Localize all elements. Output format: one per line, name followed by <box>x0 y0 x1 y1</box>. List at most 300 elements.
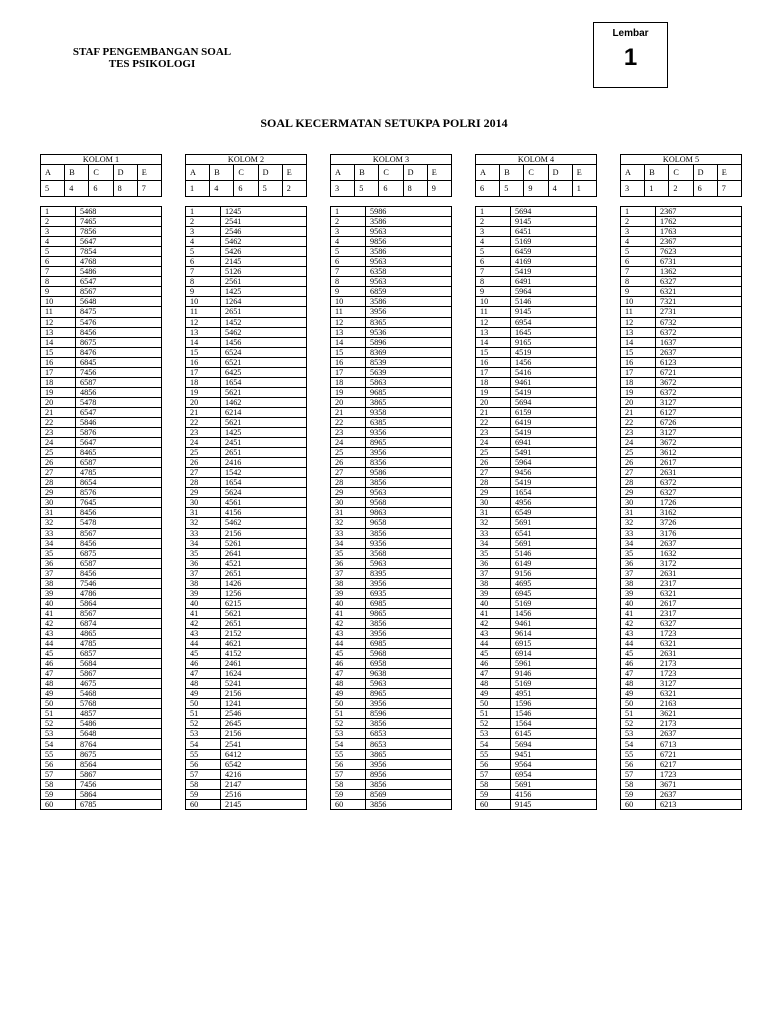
item-value: 6372 <box>656 387 742 397</box>
table-row <box>41 478 162 488</box>
item-value: 8569 <box>366 789 452 799</box>
item-number: 56 <box>476 759 511 769</box>
item-number: 48 <box>476 679 511 689</box>
item-number: 59 <box>41 789 76 799</box>
item-number: 12 <box>621 317 656 327</box>
item-value: 2173 <box>656 659 742 669</box>
item-number: 6 <box>476 257 511 267</box>
key-value: 1 <box>645 181 669 197</box>
table-row <box>186 608 307 618</box>
item-value: 8356 <box>366 458 452 468</box>
item-value: 3865 <box>366 397 452 407</box>
item-number: 35 <box>476 548 511 558</box>
item-number: 25 <box>186 448 221 458</box>
kolom-items-table <box>330 206 452 810</box>
item-number: 20 <box>621 397 656 407</box>
item-number: 37 <box>186 568 221 578</box>
table-row <box>331 217 452 227</box>
item-value: 9586 <box>366 468 452 478</box>
item-value: 5768 <box>76 699 162 709</box>
item-value: 3856 <box>366 478 452 488</box>
item-value: 9145 <box>511 799 597 809</box>
item-value: 4768 <box>76 257 162 267</box>
item-number: 15 <box>186 347 221 357</box>
table-row <box>331 689 452 699</box>
table-row <box>331 438 452 448</box>
item-number: 25 <box>41 448 76 458</box>
item-number: 19 <box>331 387 366 397</box>
item-value: 1462 <box>221 397 307 407</box>
item-value: 1456 <box>221 337 307 347</box>
item-number: 50 <box>186 699 221 709</box>
item-number: 45 <box>186 649 221 659</box>
table-row <box>476 287 597 297</box>
table-row <box>186 327 307 337</box>
item-number: 50 <box>476 699 511 709</box>
item-value: 9456 <box>511 468 597 478</box>
table-row <box>621 227 742 237</box>
item-value: 2645 <box>221 719 307 729</box>
item-number: 33 <box>331 528 366 538</box>
table-row <box>41 237 162 247</box>
item-number: 48 <box>621 679 656 689</box>
item-number: 17 <box>41 367 76 377</box>
item-number: 29 <box>186 488 221 498</box>
table-row <box>186 428 307 438</box>
item-value: 7456 <box>76 367 162 377</box>
item-value: 1241 <box>221 699 307 709</box>
item-number: 15 <box>476 347 511 357</box>
item-number: 4 <box>186 237 221 247</box>
item-value: 6127 <box>656 407 742 417</box>
item-number: 39 <box>41 588 76 598</box>
item-number: 19 <box>41 387 76 397</box>
item-value: 6845 <box>76 357 162 367</box>
item-number: 20 <box>41 397 76 407</box>
item-number: 13 <box>186 327 221 337</box>
table-row <box>476 568 597 578</box>
item-value: 9156 <box>511 568 597 578</box>
item-value: 5146 <box>511 297 597 307</box>
item-value: 6541 <box>511 528 597 538</box>
item-number: 60 <box>331 799 366 809</box>
table-row <box>621 588 742 598</box>
item-value: 9863 <box>366 508 452 518</box>
table-row <box>621 608 742 618</box>
item-value: 7623 <box>656 247 742 257</box>
item-value: 7456 <box>76 779 162 789</box>
table-row <box>621 729 742 739</box>
item-value: 5486 <box>76 267 162 277</box>
kolom-items-table <box>475 206 597 810</box>
key-value: 4 <box>548 181 572 197</box>
item-number: 36 <box>41 558 76 568</box>
table-row <box>621 779 742 789</box>
kolom-items-table <box>40 206 162 810</box>
item-number: 1 <box>621 207 656 217</box>
table-row <box>621 488 742 498</box>
table-row <box>41 297 162 307</box>
item-number: 3 <box>186 227 221 237</box>
item-value: 7856 <box>76 227 162 237</box>
table-row <box>331 709 452 719</box>
item-value: 3127 <box>656 679 742 689</box>
table-row <box>41 488 162 498</box>
item-value: 4169 <box>511 257 597 267</box>
table-row <box>41 438 162 448</box>
item-value: 6327 <box>656 277 742 287</box>
item-value: 2317 <box>656 578 742 588</box>
table-row <box>331 247 452 257</box>
key-value: 9 <box>524 181 548 197</box>
key-letter: A <box>331 165 355 181</box>
item-value: 4156 <box>221 508 307 518</box>
item-value: 8456 <box>76 508 162 518</box>
table-row <box>621 689 742 699</box>
table-row <box>41 789 162 799</box>
item-value: 1763 <box>656 227 742 237</box>
table-row <box>621 257 742 267</box>
item-number: 41 <box>186 608 221 618</box>
sheet-number: 1 <box>623 44 638 71</box>
item-value: 3956 <box>366 759 452 769</box>
item-value: 5624 <box>221 488 307 498</box>
table-row <box>621 618 742 628</box>
table-row <box>41 287 162 297</box>
table-row <box>331 237 452 247</box>
item-number: 47 <box>476 669 511 679</box>
table-row <box>621 538 742 548</box>
item-number: 16 <box>186 357 221 367</box>
table-row <box>331 508 452 518</box>
item-value: 2317 <box>656 608 742 618</box>
table-row <box>186 759 307 769</box>
item-number: 27 <box>41 468 76 478</box>
key-letter: E <box>717 165 741 181</box>
item-value: 1637 <box>656 337 742 347</box>
item-number: 7 <box>621 267 656 277</box>
item-number: 24 <box>331 438 366 448</box>
table-row <box>186 568 307 578</box>
item-value: 6732 <box>656 317 742 327</box>
item-number: 37 <box>41 568 76 578</box>
item-value: 5468 <box>76 689 162 699</box>
item-number: 34 <box>186 538 221 548</box>
item-number: 25 <box>476 448 511 458</box>
table-row <box>621 448 742 458</box>
table-row <box>331 578 452 588</box>
table-row <box>621 709 742 719</box>
item-number: 49 <box>476 689 511 699</box>
table-row <box>41 207 162 217</box>
kolom-key-table <box>475 154 597 197</box>
item-value: 5621 <box>221 608 307 618</box>
item-value: 5691 <box>511 518 597 528</box>
item-number: 28 <box>41 478 76 488</box>
item-value: 2637 <box>656 538 742 548</box>
item-value: 5126 <box>221 267 307 277</box>
item-number: 54 <box>621 739 656 749</box>
item-value: 1632 <box>656 548 742 558</box>
item-number: 22 <box>476 417 511 427</box>
item-number: 8 <box>41 277 76 287</box>
item-value: 9638 <box>366 669 452 679</box>
item-value: 6985 <box>366 639 452 649</box>
item-value: 5867 <box>76 769 162 779</box>
item-number: 21 <box>331 407 366 417</box>
table-row <box>41 347 162 357</box>
item-number: 43 <box>621 628 656 638</box>
item-number: 30 <box>621 498 656 508</box>
table-row <box>186 458 307 468</box>
key-value: 5 <box>500 181 524 197</box>
item-number: 9 <box>621 287 656 297</box>
item-number: 7 <box>331 267 366 277</box>
key-letter: D <box>258 165 282 181</box>
key-value: 1 <box>572 181 596 197</box>
table-row <box>41 367 162 377</box>
item-number: 55 <box>476 749 511 759</box>
kolom-title: KOLOM 1 <box>41 155 162 165</box>
item-value: 3672 <box>656 377 742 387</box>
item-value: 5169 <box>511 598 597 608</box>
item-number: 56 <box>41 759 76 769</box>
table-row <box>621 207 742 217</box>
key-value: 5 <box>258 181 282 197</box>
item-number: 59 <box>186 789 221 799</box>
item-number: 8 <box>476 277 511 287</box>
item-value: 5964 <box>511 458 597 468</box>
table-row <box>41 267 162 277</box>
table-row <box>41 799 162 809</box>
table-row <box>476 488 597 498</box>
table-row <box>41 679 162 689</box>
item-value: 5694 <box>511 207 597 217</box>
item-value: 5261 <box>221 538 307 548</box>
table-row <box>331 588 452 598</box>
item-value: 5694 <box>511 739 597 749</box>
table-row <box>186 578 307 588</box>
item-number: 10 <box>186 297 221 307</box>
table-row <box>621 719 742 729</box>
item-number: 24 <box>186 438 221 448</box>
item-number: 23 <box>186 428 221 438</box>
item-number: 59 <box>331 789 366 799</box>
table-row <box>331 679 452 689</box>
item-number: 29 <box>41 488 76 498</box>
item-number: 5 <box>186 247 221 257</box>
item-number: 9 <box>331 287 366 297</box>
item-value: 7645 <box>76 498 162 508</box>
table-row <box>476 719 597 729</box>
table-row <box>621 568 742 578</box>
key-value: 6 <box>234 181 258 197</box>
kolom-3 <box>330 154 452 810</box>
item-number: 26 <box>186 458 221 468</box>
item-value: 5647 <box>76 237 162 247</box>
table-row <box>621 759 742 769</box>
table-row <box>476 407 597 417</box>
item-number: 40 <box>331 598 366 608</box>
table-row <box>621 438 742 448</box>
table-row <box>186 779 307 789</box>
table-row <box>186 689 307 699</box>
item-number: 25 <box>621 448 656 458</box>
table-row <box>186 488 307 498</box>
table-row <box>331 478 452 488</box>
table-row <box>41 558 162 568</box>
item-value: 2541 <box>221 739 307 749</box>
item-value: 5864 <box>76 789 162 799</box>
key-value: 6 <box>693 181 717 197</box>
document-title: SOAL KECERMATAN SETUKPA POLRI 2014 <box>260 116 508 130</box>
item-number: 41 <box>41 608 76 618</box>
table-row <box>476 277 597 287</box>
item-number: 32 <box>621 518 656 528</box>
item-value: 3956 <box>366 628 452 638</box>
table-row <box>476 749 597 759</box>
item-number: 17 <box>621 367 656 377</box>
table-row <box>41 518 162 528</box>
table-row <box>476 267 597 277</box>
item-number: 45 <box>331 649 366 659</box>
table-row <box>476 207 597 217</box>
table-row <box>186 709 307 719</box>
item-value: 1596 <box>511 699 597 709</box>
item-value: 3586 <box>366 217 452 227</box>
table-row <box>476 428 597 438</box>
item-number: 57 <box>41 769 76 779</box>
item-number: 18 <box>621 377 656 387</box>
item-value: 4521 <box>221 558 307 568</box>
item-number: 26 <box>621 458 656 468</box>
item-value: 6217 <box>656 759 742 769</box>
item-value: 6914 <box>511 649 597 659</box>
item-number: 38 <box>186 578 221 588</box>
table-row <box>621 628 742 638</box>
item-number: 20 <box>186 397 221 407</box>
table-row <box>621 558 742 568</box>
item-value: 5169 <box>511 679 597 689</box>
table-row <box>41 227 162 237</box>
item-value: 1542 <box>221 468 307 478</box>
item-value: 6521 <box>221 357 307 367</box>
item-value: 1264 <box>221 297 307 307</box>
table-row <box>331 639 452 649</box>
table-row <box>621 307 742 317</box>
table-row <box>621 498 742 508</box>
item-number: 42 <box>186 618 221 628</box>
table-row <box>621 598 742 608</box>
item-value: 3672 <box>656 438 742 448</box>
item-value: 5478 <box>76 518 162 528</box>
item-value: 2173 <box>656 719 742 729</box>
table-row <box>41 407 162 417</box>
item-number: 20 <box>476 397 511 407</box>
item-value: 1362 <box>656 267 742 277</box>
item-number: 17 <box>476 367 511 377</box>
item-value: 2631 <box>656 568 742 578</box>
table-row <box>331 307 452 317</box>
table-row <box>476 297 597 307</box>
item-value: 6159 <box>511 407 597 417</box>
table-row <box>331 498 452 508</box>
item-number: 47 <box>331 669 366 679</box>
item-value: 2651 <box>221 568 307 578</box>
item-number: 28 <box>186 478 221 488</box>
table-row <box>41 357 162 367</box>
item-value: 7546 <box>76 578 162 588</box>
key-letter: D <box>548 165 572 181</box>
item-number: 5 <box>331 247 366 257</box>
table-row <box>41 699 162 709</box>
table-row <box>476 257 597 267</box>
table-row <box>621 508 742 518</box>
item-value: 2731 <box>656 307 742 317</box>
item-number: 15 <box>331 347 366 357</box>
item-value: 8465 <box>76 448 162 458</box>
item-number: 52 <box>186 719 221 729</box>
table-row <box>186 217 307 227</box>
table-row <box>186 307 307 317</box>
table-row <box>476 769 597 779</box>
item-value: 5462 <box>221 327 307 337</box>
item-number: 60 <box>41 799 76 809</box>
item-number: 23 <box>621 428 656 438</box>
item-number: 50 <box>41 699 76 709</box>
kolom-title: KOLOM 4 <box>476 155 597 165</box>
table-row <box>621 237 742 247</box>
item-number: 24 <box>41 438 76 448</box>
table-row <box>621 317 742 327</box>
item-number: 11 <box>331 307 366 317</box>
item-value: 7465 <box>76 217 162 227</box>
item-number: 32 <box>331 518 366 528</box>
item-value: 6954 <box>511 317 597 327</box>
item-value: 6214 <box>221 407 307 417</box>
item-value: 5241 <box>221 679 307 689</box>
item-value: 8965 <box>366 689 452 699</box>
table-row <box>476 387 597 397</box>
item-value: 4695 <box>511 578 597 588</box>
item-value: 9865 <box>366 608 452 618</box>
table-row <box>186 297 307 307</box>
table-row <box>476 508 597 518</box>
item-value: 6327 <box>656 618 742 628</box>
table-row <box>476 779 597 789</box>
item-number: 35 <box>41 548 76 558</box>
item-number: 9 <box>476 287 511 297</box>
item-value: 5684 <box>76 659 162 669</box>
table-row <box>41 608 162 618</box>
table-row <box>41 387 162 397</box>
item-value: 5876 <box>76 428 162 438</box>
item-value: 2156 <box>221 528 307 538</box>
item-value: 8564 <box>76 759 162 769</box>
table-row <box>476 649 597 659</box>
table-row <box>186 749 307 759</box>
item-value: 5694 <box>511 397 597 407</box>
item-value: 6726 <box>656 417 742 427</box>
item-value: 6587 <box>76 377 162 387</box>
item-value: 8369 <box>366 347 452 357</box>
table-row <box>621 639 742 649</box>
item-value: 2156 <box>221 729 307 739</box>
item-number: 52 <box>476 719 511 729</box>
key-value: 6 <box>476 181 500 197</box>
item-value: 6857 <box>76 649 162 659</box>
item-value: 6372 <box>656 478 742 488</box>
